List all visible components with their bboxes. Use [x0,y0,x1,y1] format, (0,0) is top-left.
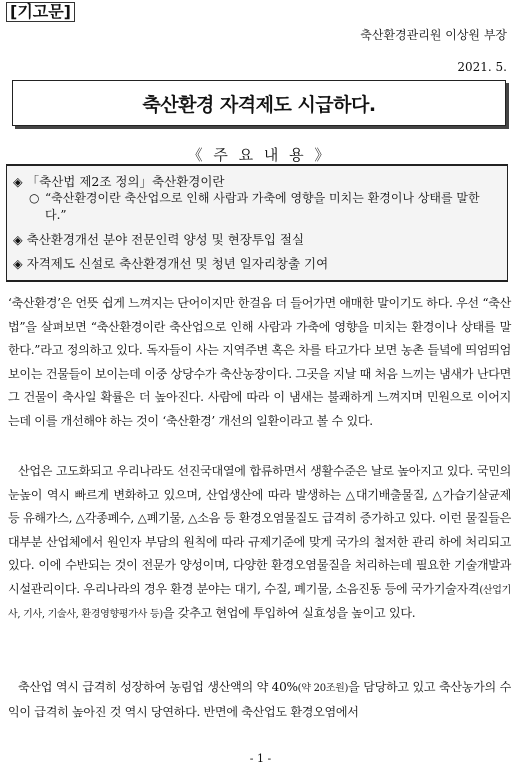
summary-heading: 《 주 요 내 용 》 [187,146,333,164]
article-type-tag: [기고문] [6,2,75,22]
page-number: - 1 - [249,752,272,765]
paragraph-2-text-end: 을 갖추고 현업에 투입하여 실효성을 높이고 있다. [162,606,416,620]
paragraph-3-text: 축산업 역시 급격히 성장하여 농림업 생산액의 약 40% [18,680,298,694]
circle-bullet-icon: ○ [29,191,40,205]
summary-item-3 [13,254,328,272]
diamond-bullet-icon: ◈ [13,232,23,247]
body-paragraph-2 [8,460,511,627]
body-paragraph-3 [8,676,511,724]
diamond-bullet-icon: ◈ [13,256,23,271]
paragraph-3-note: (약 20조원) [297,683,349,694]
summary-item-text: 축산환경개선 분야 전문인력 양성 및 현장투입 절실 [26,232,305,247]
paragraph-2-note: (산업기사, 기사, 기술사, 환경영향평가사 등) [8,584,511,620]
summary-box [6,164,508,282]
paragraph-3-text-end: 을 담당하고 있고 축산농가의 수익이 급격히 높아진 것 역시 당연하다. 반면에 축산업도 환경오염에서 [8,680,511,719]
paragraph-2-text: 산업은 고도화되고 우리나라도 선진국대열에 합류하면서 생활수준은 날로 높아지고 있다. 국민의 눈높이 역시 빠르게 변화하고 있으며, 산업생산에 따라 발생하는 △대기배출물질, △가습기살균제 등 유해가스, △각종폐수, △폐기물, △소음 등 환경오염물질도 급격히 증가하고 있다. 이런 물질들은 대부분 산업체에서 원인자 부담의 원칙에 따라 규제기준에 맞게 국가의 철저한 관리 하에 처리되고 있다. 이에 수반되는 것이 전문가 양성이며, 다양한 환경오염물질을 처리하는데 필요한 기술개발과 시설관리이다. 우리나라의 경우 환경 분야는 대기, 수질, 폐기물, 소음진동 등에 국가기술자격 [8,464,511,596]
diamond-bullet-icon: ◈ [13,174,23,189]
summary-item-2 [13,230,304,248]
page-title: 축산환경 자격제도 시급하다. [142,93,376,116]
summary-item-text: 「축산법 제2조 정의」축산환경이란 [26,174,225,189]
publish-date: 2021. 5. [457,60,507,74]
summary-item-1 [13,172,225,190]
summary-subitem-text: “축산환경이란 축산업으로 인해 사람과 가축에 영향을 미치는 환경이나 상태를 말한다.” [45,191,480,222]
title-box [12,80,506,126]
author-line: 축산환경관리원 이상원 부장 [360,28,507,42]
body-paragraph-1: ‘축산환경’은 언뜻 쉽게 느껴지는 단어이지만 한걸음 더 들어가면 애매한 말이기도 하다. 우선 “축산법”을 살펴보면 “축산환경이란 축산업으로 인해 사람과 가축에 영향을 미치는 환경이나 상태를 말한다.”라고 정의하고 있다. 독자들이 사는 지역주변 혹은 차를 타고가다 보면 농촌 들녘에 띄엄띄엄 보이는 건물들이 보이는데 이중 상당수가 축산농장이다. 그곳을 지날 때 처음 느끼는 냄새가 난다면 그 건물이 축사일 확률은 더 높아진다. 사람에 따라 이 냄새는 불쾌하게 느껴지며 민원으로 이어지는데 이를 개선해야 하는 것이 ‘축산환경’ 개선의 일환이라고 볼 수 있다. [8,296,511,428]
summary-item-text: 자격제도 신설로 축산환경개선 및 청년 일자리창출 기여 [26,256,329,271]
summary-subitem [29,190,499,224]
